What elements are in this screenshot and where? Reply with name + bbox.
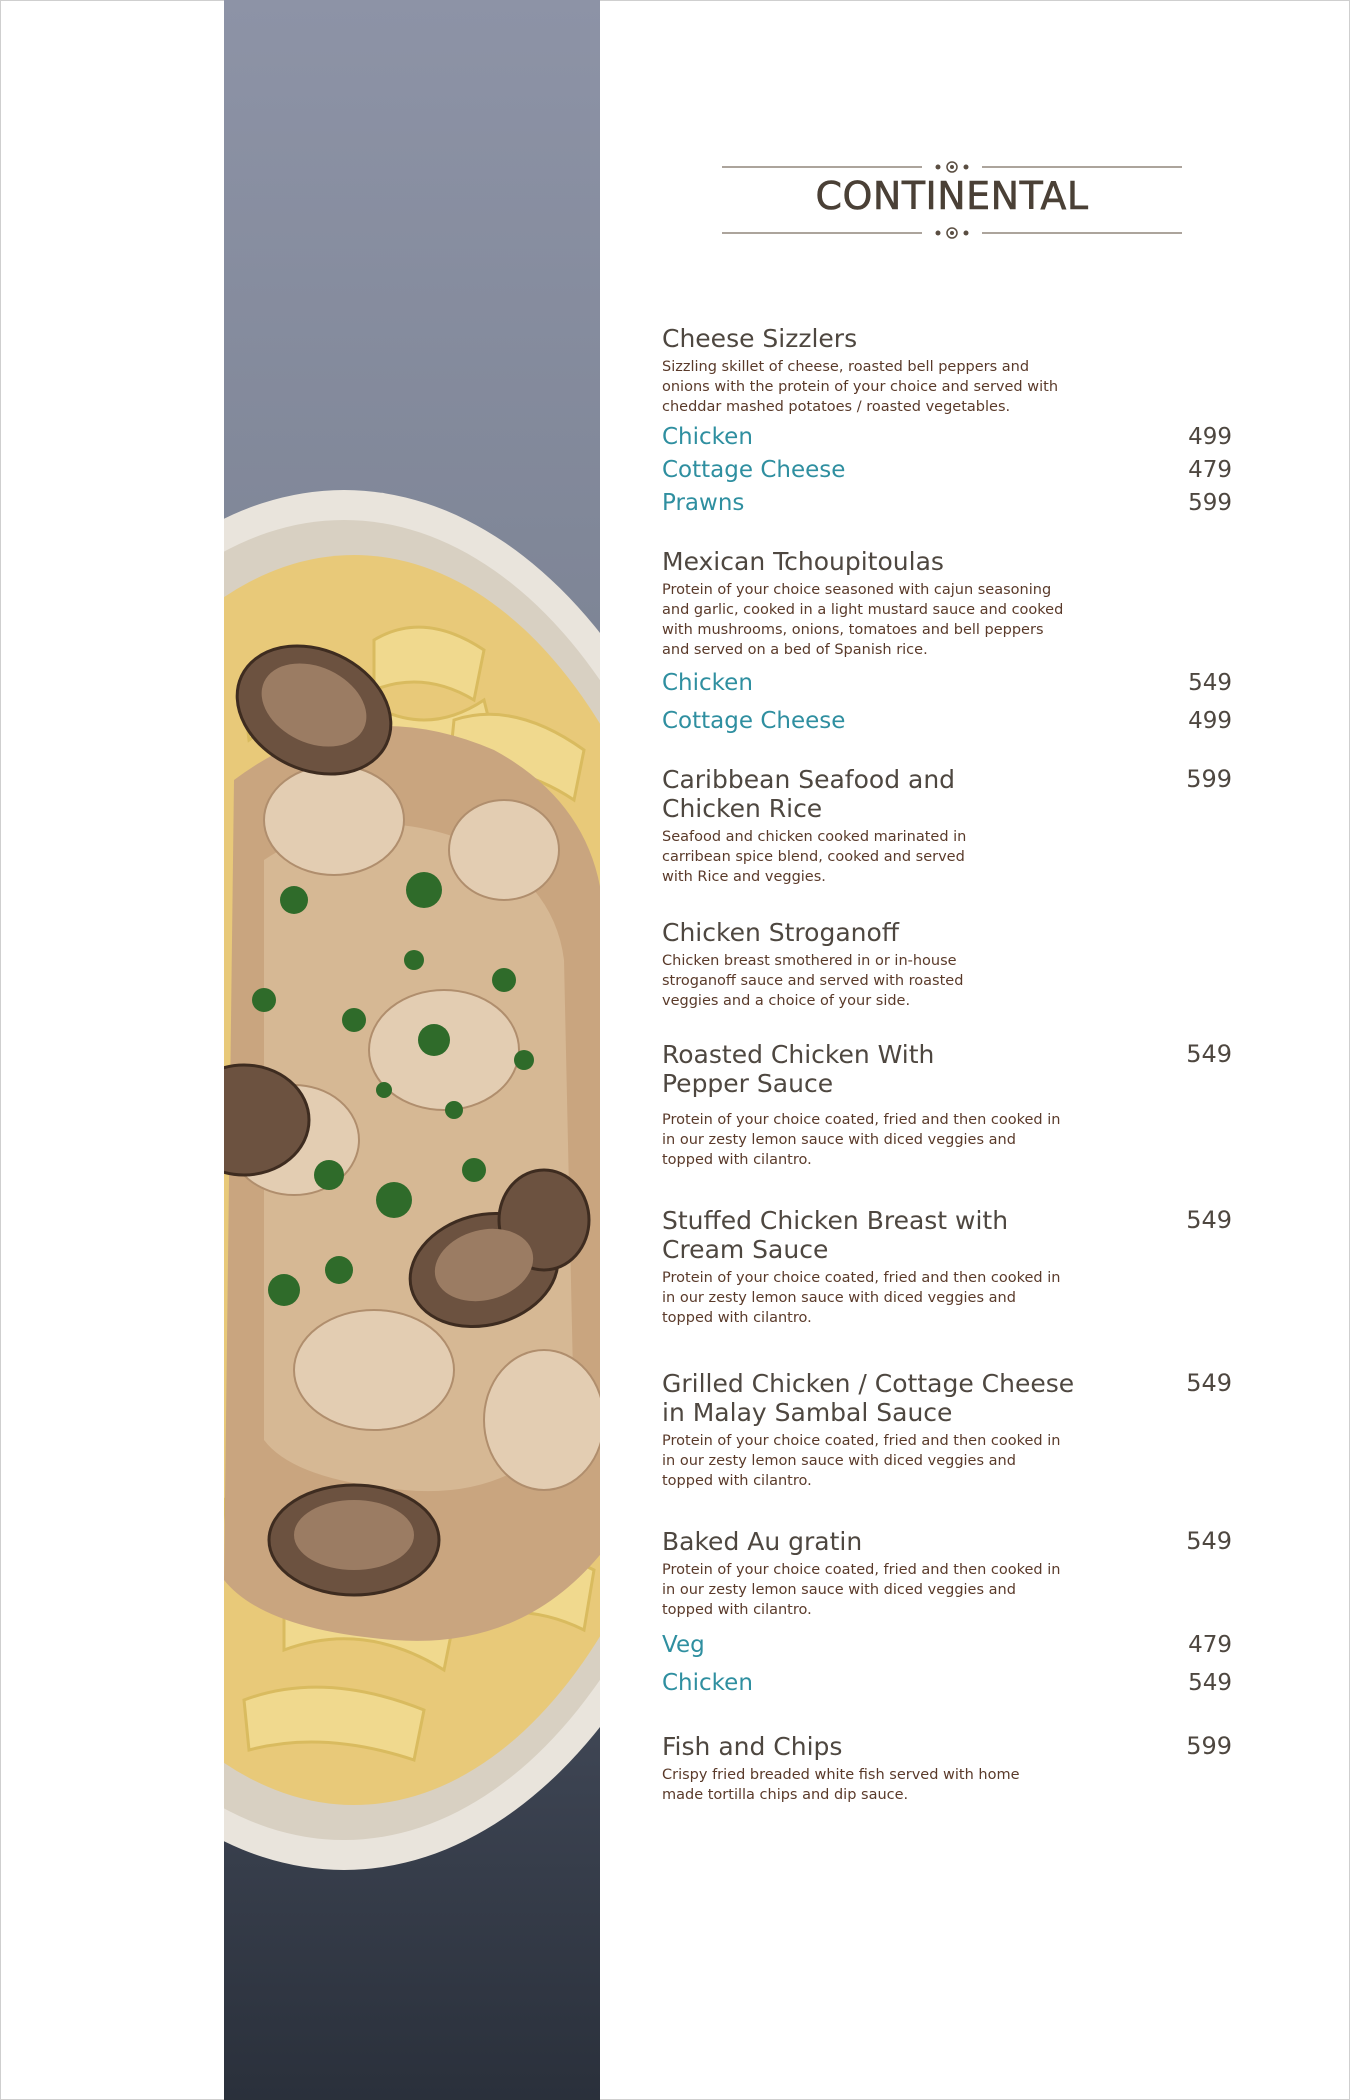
item-option: [662, 424, 1232, 454]
item-description: Seafood and chicken cooked marinated in carribean spice blend, cooked and served with Rice and veggies.: [662, 829, 967, 885]
item-name: Baked Au gratin: [662, 1527, 863, 1556]
menu-header: [722, 160, 1182, 240]
item-option: [662, 1670, 1232, 1700]
option-label: Veg: [662, 1632, 705, 1658]
option-price: 599: [1188, 490, 1232, 516]
menu-item: [662, 765, 1232, 887]
item-name: Caribbean Seafood and Chicken Rice: [662, 765, 956, 823]
item-price: 549: [1186, 1369, 1232, 1397]
option-label: Prawns: [662, 490, 745, 516]
food-photo: [224, 0, 600, 2100]
option-label: Chicken: [662, 1670, 753, 1696]
menu-item: [662, 1369, 1232, 1491]
stroganoff-illustration: [224, 0, 600, 2100]
menu-item: [662, 1732, 1232, 1805]
ornament-divider-top: [722, 160, 1182, 174]
item-description: Protein of your choice coated, fried and then cooked in in our zesty lemon sauce with diced veggies and topped with cilantro.: [662, 1433, 1061, 1489]
item-option: [662, 670, 1232, 700]
option-label: Cottage Cheese: [662, 708, 846, 734]
option-price: 479: [1188, 1632, 1232, 1658]
option-price: 499: [1188, 424, 1232, 450]
menu-item: [662, 547, 1232, 660]
item-name: Chicken Stroganoff: [662, 918, 899, 947]
item-description: Chicken breast smothered in or in-house stroganoff sauce and served with roasted veggies and a choice of your side.: [662, 953, 964, 1009]
option-price: 549: [1188, 670, 1232, 696]
option-price: 549: [1188, 1670, 1232, 1696]
item-name: Fish and Chips: [662, 1732, 843, 1761]
item-description: Crispy fried breaded white fish served with home made tortilla chips and dip sauce.: [662, 1767, 1020, 1803]
item-option: [662, 490, 1232, 520]
menu-item: [662, 1206, 1232, 1328]
menu-item: [662, 324, 1232, 417]
option-label: Chicken: [662, 424, 753, 450]
option-price: 479: [1188, 457, 1232, 483]
item-description: Protein of your choice coated, fried and then cooked in in our zesty lemon sauce with diced veggies and topped with cilantro.: [662, 1270, 1061, 1326]
item-name: Cheese Sizzlers: [662, 324, 858, 353]
item-name: Roasted Chicken With Pepper Sauce: [662, 1040, 935, 1098]
item-description: Protein of your choice seasoned with cajun seasoning and garlic, cooked in a light mustard sauce and cooked with mushrooms, onions, tomatoes and bell peppers and served on a bed of Spanish rice.: [662, 582, 1064, 658]
item-description: Sizzling skillet of cheese, roasted bell peppers and onions with the protein of your choice and served with cheddar mashed potatoes / roasted vegetables.: [662, 359, 1059, 415]
page-title: CONTINENTAL: [815, 174, 1089, 218]
item-option: [662, 1632, 1232, 1662]
item-name: Stuffed Chicken Breast with Cream Sauce: [662, 1206, 1009, 1264]
item-name: Grilled Chicken / Cottage Cheese in Malay Sambal Sauce: [662, 1369, 1075, 1427]
menu-item: [662, 918, 1232, 1011]
item-price: 549: [1186, 1206, 1232, 1234]
ornament-divider-bottom: [722, 226, 1182, 240]
item-price: 599: [1186, 1732, 1232, 1760]
option-price: 499: [1188, 708, 1232, 734]
menu-item: [662, 1040, 1232, 1170]
item-option: [662, 457, 1232, 487]
item-description: Protein of your choice coated, fried and then cooked in in our zesty lemon sauce with diced veggies and topped with cilantro.: [662, 1112, 1061, 1168]
item-price: 549: [1186, 1527, 1232, 1555]
item-description: Protein of your choice coated, fried and then cooked in in our zesty lemon sauce with diced veggies and topped with cilantro.: [662, 1562, 1061, 1618]
menu-item: [662, 1527, 1232, 1620]
item-option: [662, 708, 1232, 738]
item-name: Mexican Tchoupitoulas: [662, 547, 944, 576]
option-label: Cottage Cheese: [662, 457, 846, 483]
option-label: Chicken: [662, 670, 753, 696]
item-price: 599: [1186, 765, 1232, 793]
item-price: 549: [1186, 1040, 1232, 1068]
